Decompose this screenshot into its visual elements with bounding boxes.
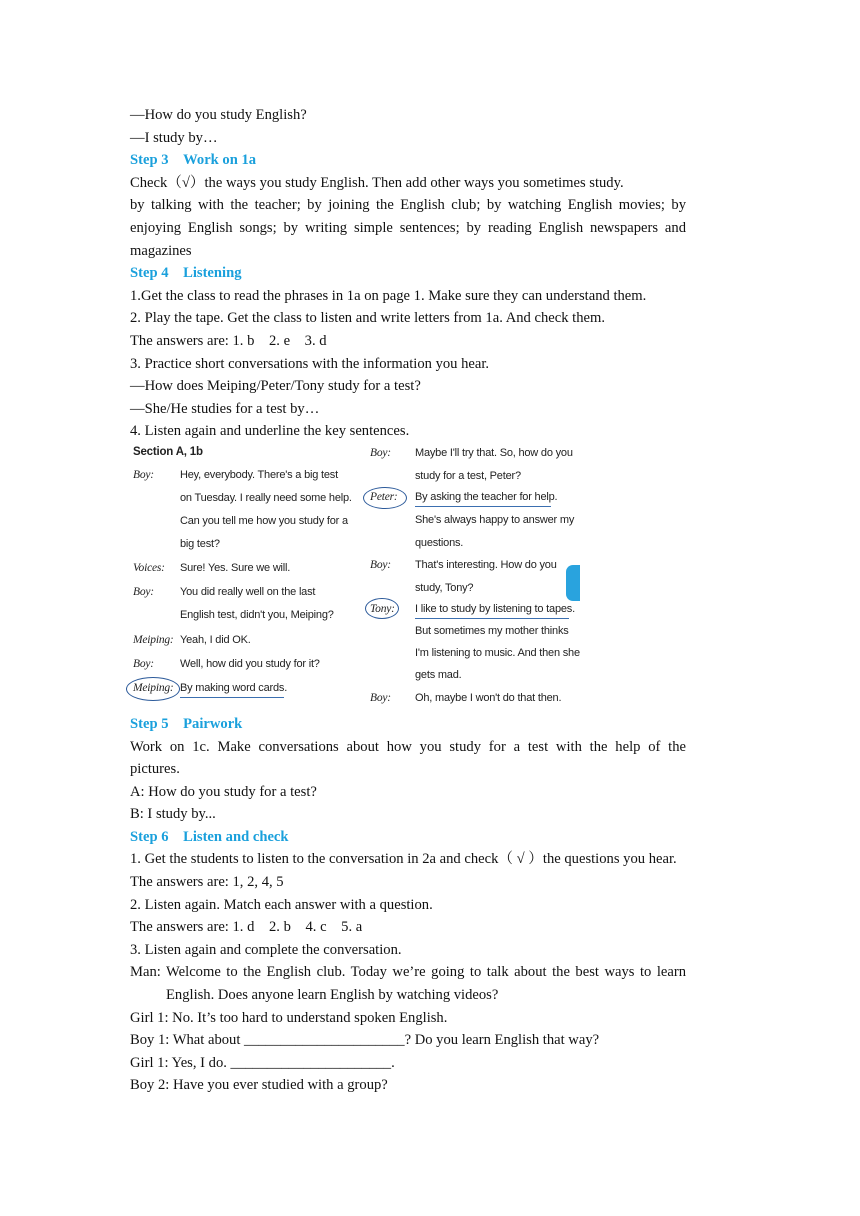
step5-text: pictures. [130, 761, 180, 778]
document-page [130, 104, 686, 1097]
dialog-text: She's always happy to answer my [415, 513, 575, 526]
step3-ways-line: magazines [130, 242, 192, 259]
conversation-line: Girl 1: No. It’s too hard to understand spoken English. [130, 1009, 448, 1026]
step6-item: 1. Get the students to listen to the conversation in 2a and check（ √ ）the questions you hear. [130, 851, 677, 868]
speaker-label: Meiping: [133, 633, 174, 646]
dialog-text: Maybe I'll try that. So, how do you [415, 446, 573, 459]
underline-mark [415, 506, 551, 507]
dialog-text: questions. [415, 536, 464, 549]
dialog-line: —How do you study English? [130, 107, 307, 123]
figure-title: Section A, 1b [133, 445, 203, 458]
dialog-text-underlined: I like to study by listening to tapes. [415, 602, 575, 615]
dialog-text: Yeah, I did OK. [180, 633, 251, 646]
dialog-text: But sometimes my mother thinks [415, 624, 569, 637]
conversation-line-blank: Boy 1: What about ______________________? Do you learn English that way? [130, 1032, 600, 1049]
step6-answers: The answers are: 1, 2, 4, 5 [130, 874, 284, 891]
dialog-text: gets mad. [415, 668, 462, 681]
step5-text: Work on 1c. Make conversations about how you study for a test with the help of the [130, 738, 686, 755]
dialog-text: That's interesting. How do you [415, 558, 557, 571]
step6-item: 2. Listen again. Match each answer with a question. [130, 896, 433, 913]
underline-mark [415, 618, 569, 619]
dialog-text: You did really well on the last [180, 585, 316, 598]
section-a-1b-figure [130, 443, 580, 713]
dialog-text: study, Tony? [415, 581, 474, 594]
step4-item: 2. Play the tape. Get the class to listen and write letters from 1a. And check them. [130, 310, 605, 327]
dialog-text: Can you tell me how you study for a [180, 514, 348, 527]
dialog-text: Oh, maybe I won't do that then. [415, 691, 562, 704]
step4-item: —How does Meiping/Peter/Tony study for a test? [130, 378, 421, 395]
step4-item: 4. Listen again and underline the key sentences. [130, 423, 410, 440]
speaker-label: Boy: [133, 468, 154, 481]
speaker-label: Voices: [133, 561, 165, 574]
conversation-line-blank: Girl 1: Yes, I do. ______________________. [130, 1054, 395, 1071]
step3-heading: Step 3 Work on 1a [130, 152, 257, 169]
dialog-line: —I study by… [130, 129, 218, 146]
step4-item: 1.Get the class to read the phrases in 1a on page 1. Make sure they can understand them. [130, 287, 647, 304]
step6-heading: Step 6 Listen and check [130, 828, 289, 845]
dialog-text: big test? [180, 537, 220, 550]
step4-item: 3. Practice short conversations with the information you hear. [130, 355, 490, 372]
dialog-text: English test, didn't you, Meiping? [180, 608, 334, 621]
conversation-line: Man: Welcome to the English club. Today we’re going to talk about the best ways to learn [130, 964, 686, 981]
dialog-text-underlined: By making word cards. [180, 681, 288, 694]
step4-heading: Step 4 Listening [130, 265, 242, 282]
conversation-line: English. Does anyone learn English by watching videos? [166, 987, 499, 1004]
dialog-text: Well, how did you study for it? [180, 657, 320, 670]
step5-heading: Step 5 Pairwork [130, 715, 243, 732]
speaker-label: Meiping: [133, 681, 174, 694]
step3-ways-line: by talking with the teacher; by joining the English club; by watching English movies; by [130, 197, 686, 214]
step3-instruction: Check（√）the ways you study English. Then add other ways you sometimes study. [130, 174, 624, 191]
dialog-text: I'm listening to music. And then she [415, 646, 580, 659]
speaker-label: Boy: [133, 585, 154, 598]
dialog-text-underlined: By asking the teacher for help. [415, 490, 558, 503]
step5-dialog-b: B: I study by... [130, 806, 216, 823]
speaker-label: Boy: [370, 558, 391, 571]
dialog-text: on Tuesday. I really need some help. [180, 491, 352, 504]
speaker-label: Boy: [370, 446, 391, 459]
dialog-text: study for a test, Peter? [415, 469, 521, 482]
step5-dialog-a: A: How do you study for a test? [130, 783, 317, 800]
speaker-label: Boy: [370, 691, 391, 704]
speaker-label: Boy: [133, 657, 154, 670]
speaker-label: Peter: [370, 490, 398, 503]
step4-answers: The answers are: 1. b 2. e 3. d [130, 332, 327, 349]
conversation-line: Boy 2: Have you ever studied with a group? [130, 1077, 388, 1094]
step6-answers: The answers are: 1. d 2. b 4. c 5. a [130, 919, 363, 936]
dialog-text: Hey, everybody. There's a big test [180, 468, 338, 481]
speaker-label: Tony: [370, 602, 395, 615]
step3-ways-line: enjoying English songs; by writing simple sentences; by reading English newspapers and [130, 219, 686, 236]
page-edge-tab [566, 565, 580, 601]
dialog-text: Sure! Yes. Sure we will. [180, 561, 291, 574]
step4-item: —She/He studies for a test by… [130, 400, 320, 417]
step6-item: 3. Listen again and complete the conversation. [130, 941, 402, 958]
underline-mark [180, 697, 284, 698]
